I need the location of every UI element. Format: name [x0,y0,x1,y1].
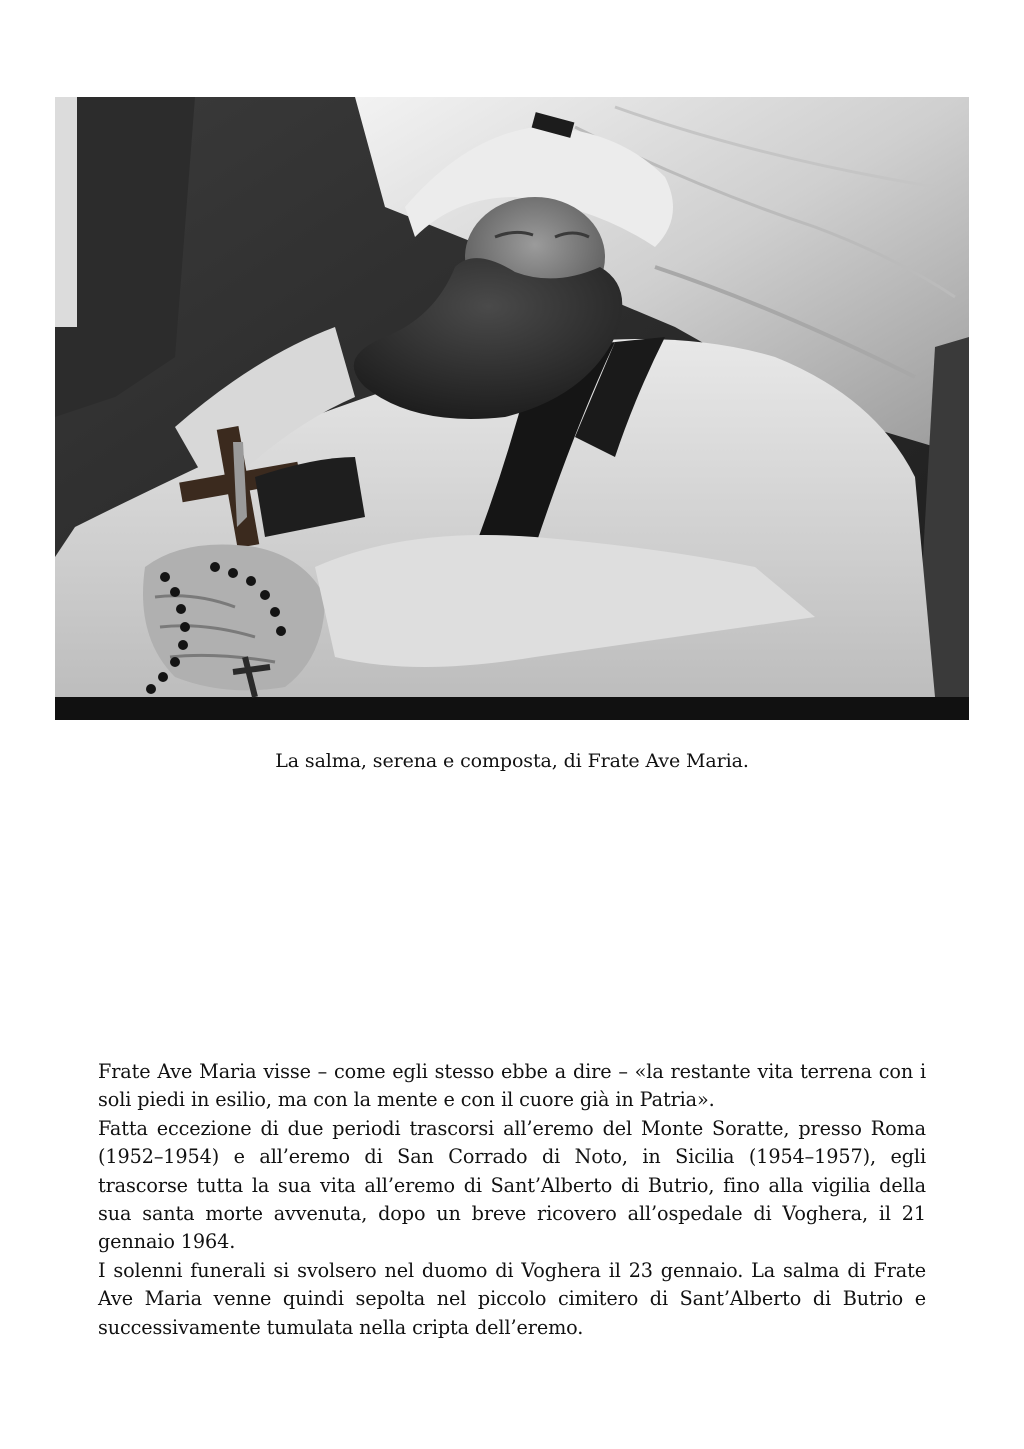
shadow [55,697,969,720]
body-text [98,1058,926,1342]
photograph-illustration [55,97,969,720]
paragraph: I solenni funerali si svolsero nel duomo di Voghera il 23 gennaio. La salma di Frate Ave Maria venne quindi sepolta nel piccolo cimitero di Sant’Alberto di Butrio e successivamente tumulata nella cripta dell’eremo. [98,1258,926,1339]
paragraph: Fatta eccezione di due periodi trascorsi all’eremo del Monte Soratte, presso Roma (1952–1954) e all’eremo di San Corrado di Noto, in Sicilia (1954–1957), egli trascorse tutta la sua vita all’eremo di Sant’Alberto di Butrio, fino alla vigilia della sua santa morte avvenuta, dopo un breve ricovero all’ospedale di Voghera, il 21 gennaio 1964. [98,1116,926,1254]
photo-caption: La salma, serena e composta, di Frate Ave Maria. [275,750,749,772]
white-strip [55,97,77,327]
clasped-hands [143,545,325,691]
paragraph: Frate Ave Maria visse – come egli stesso ebbe a dire – «la restante vita terrena con i soli piedi in esilio, ma con la mente e con il cuore già in Patria». [98,1060,926,1112]
photograph [55,97,969,720]
